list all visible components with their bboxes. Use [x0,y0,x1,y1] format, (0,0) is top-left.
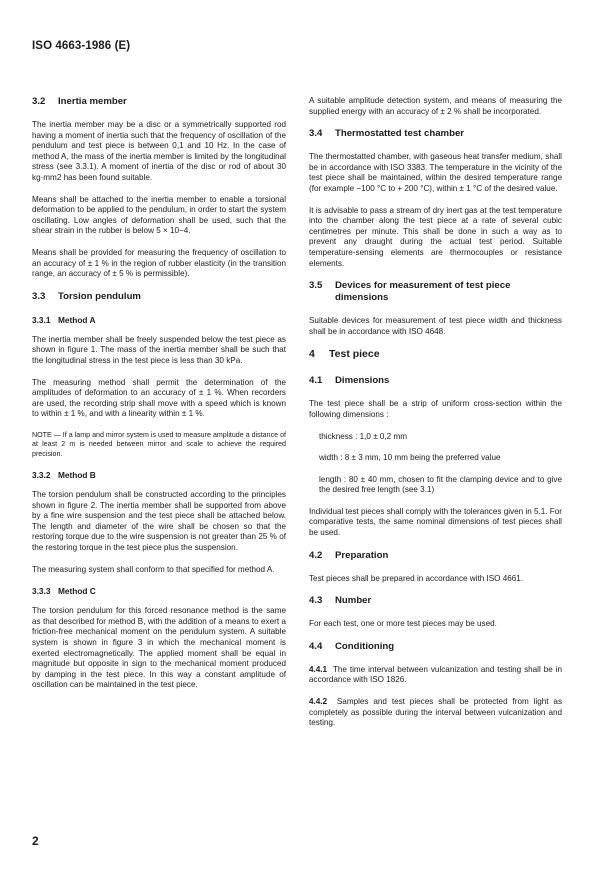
section-3-4-heading [309,128,562,140]
section-4-heading [309,348,562,361]
right-column [309,96,562,740]
subsection-title: Method A [58,314,96,325]
document-header: ISO 4663-1986 (E) [32,40,131,52]
subsection-3-3-3-heading [32,586,286,597]
paragraph: The test piece shall be a strip of uniform cross-section within the following dimensions : [309,399,562,419]
paragraph: The inertia member shall be freely suspended below the test piece as shown in figure 1. The mass of the inertia member shall be such that the longitudinal stress in the test piece is less than 30 kPa. [32,334,286,365]
section-title: Torsion pendulum [58,290,141,302]
section-title: Inertia member [58,96,127,107]
paragraph: Means shall be attached to the inertia member to enable a torsional deformation to be applied to the pendulum, in order to start the system oscillating. Low angles of deformation shall be used, such that the shear strain in the rubber is below 5 × 10−4. [32,194,286,236]
section-title: Number [335,595,372,607]
section-4-3-heading [309,595,562,607]
section-title: Thermostatted test chamber [335,128,465,140]
section-number: 4 [309,348,315,361]
clause-number: 4.4.1 [309,664,328,674]
subsection-3-3-2-heading [32,470,286,481]
dimension-thickness: thickness : 1,0 ± 0,2 mm [319,431,407,441]
section-number: 3.3 [32,290,46,302]
section-number: 4.3 [309,595,323,607]
paragraph: Test pieces shall be prepared in accordance with ISO 4661. [309,573,524,583]
clause-text: The time interval between vulcanization and testing shall be in accordance with ISO 1826. [309,664,562,685]
section-number: 3.2 [32,96,46,107]
section-4-2-heading [309,550,562,562]
paragraph: The inertia member may be a disc or a symmetrically supported rod having a moment of inertia such that the frequency of oscillation of the pendulum and test piece is between 0,1 and 10 Hz. In the case of method A, the mass of the inertia member is limited by the longitudinal stress (see 3.3.1). A moment of inertia of the disc or rod of about 30 kg·mm2 has been found suitable. [32,120,286,182]
section-3-2-heading [32,96,286,108]
note: NOTE — If a lamp and mirror system is used to measure amplitude a distance of at least 2 m is needed between mirror and scale to achieve the required precision. [32,430,286,458]
paragraph: The thermostatted chamber, with gaseous heat transfer medium, shall be in accordance with ISO 3383. The temperature in the vicinity of the test piece shall be maintained, within the desired temperature range (for example −100 °C to + 200 °C), within ± 1 °C of the desired value. [309,152,562,193]
subsection-number: 3.3.2 [32,470,51,481]
paragraph: For each test, one or more test pieces may be used. [309,619,497,629]
paragraph: It is advisable to pass a stream of dry inert gas at the test temperature into the chamber along the test piece at a rate of several cubic centimetres per minute. This shall be done in such a way as to prevent any draught during the actual test period. Suitable temperature-sensing elements are thermocouples or resistance elements. [309,205,562,268]
section-4-4-heading [309,641,562,653]
section-title: Devices for measurement of test piece dimensions [335,280,511,304]
paragraph: A suitable amplitude detection system, and means of measuring the supplied energy with an accuracy of ± 2 % shall be incorporated. [309,96,562,116]
subsection-number: 3.3.1 [32,314,51,325]
paragraph: The torsion pendulum for this forced resonance method is the same as that described for method B, with the addition of a means to exert a friction-free mechanical moment on the pendulum system. A suitable system is shown in figure 3 in which the mechanical moment is exerted electromagnetically. The applied moment shall be equal in magnitude but opposite in sign to the mechanical moment produced by damping in the test piece. In this way a constant amplitude of oscillation can be maintained in the test piece. [32,606,286,690]
subsection-3-3-1-heading [32,315,286,326]
dimension-length: length : 80 ± 40 mm, chosen to fit the clamping device and to give the desired free length (see 3.1) [319,474,562,495]
paragraph [309,665,562,686]
left-column [32,96,286,702]
paragraph [309,697,562,729]
section-4-1-heading [309,375,562,387]
paragraph: Means shall be provided for measuring the frequency of oscillation to an accuracy of ± 1 % in the region of rubber elasticity (in the transition range, an accuracy of ± 5 % is permissible). [32,247,286,279]
paragraph: The torsion pendulum shall be constructed according to the principles shown in figure 2. The inertia member shall be supported from above by a fine wire suspension and the test piece shall be attached below. The length and diameter of the wire shall be chosen so that the restoring torque due to the wire suspension is not greater than 25 % of the restoring torque in the test piece plus the suspension. [32,490,286,553]
section-title: Conditioning [335,640,395,652]
section-title: Preparation [335,549,389,561]
clause-text: Samples and test pieces shall be protected from light as completely as possible during the interval between vulcanization and testing. [309,697,563,728]
paragraph: The measuring system shall conform to that specified for method A. [32,564,275,574]
paragraph: Suitable devices for measurement of test piece width and thickness shall be in accordance with ISO 4648. [309,316,562,336]
subsection-number: 3.3.3 [32,586,51,597]
section-title: Dimensions [335,375,390,387]
clause-number: 4.4.2 [309,697,328,707]
subsection-title: Method B [58,470,96,481]
section-3-3-heading [32,291,286,303]
section-number: 3.4 [309,128,323,140]
subsection-title: Method C [58,586,96,597]
section-number: 4.2 [309,549,323,561]
section-number: 4.4 [309,640,323,652]
section-number: 4.1 [309,375,323,387]
paragraph: The measuring method shall permit the determination of the amplitudes of deformation to an accuracy of ± 1 %. When recorders are used, the recording strip shall move with a speed which is known to within ± 1 %, and with a linearity within ± 1 %. [32,377,286,419]
page-number: 2 [32,834,39,848]
paragraph: Individual test pieces shall comply with the tolerances given in 5.1. For comparative tests, the same nominal dimensions of test pieces shall be used. [309,506,562,538]
section-title: Test piece [329,348,380,361]
section-3-5-heading [309,280,562,304]
section-number: 3.5 [309,280,323,292]
dimension-width: width : 8 ± 3 mm, 10 mm being the preferred value [319,453,501,463]
